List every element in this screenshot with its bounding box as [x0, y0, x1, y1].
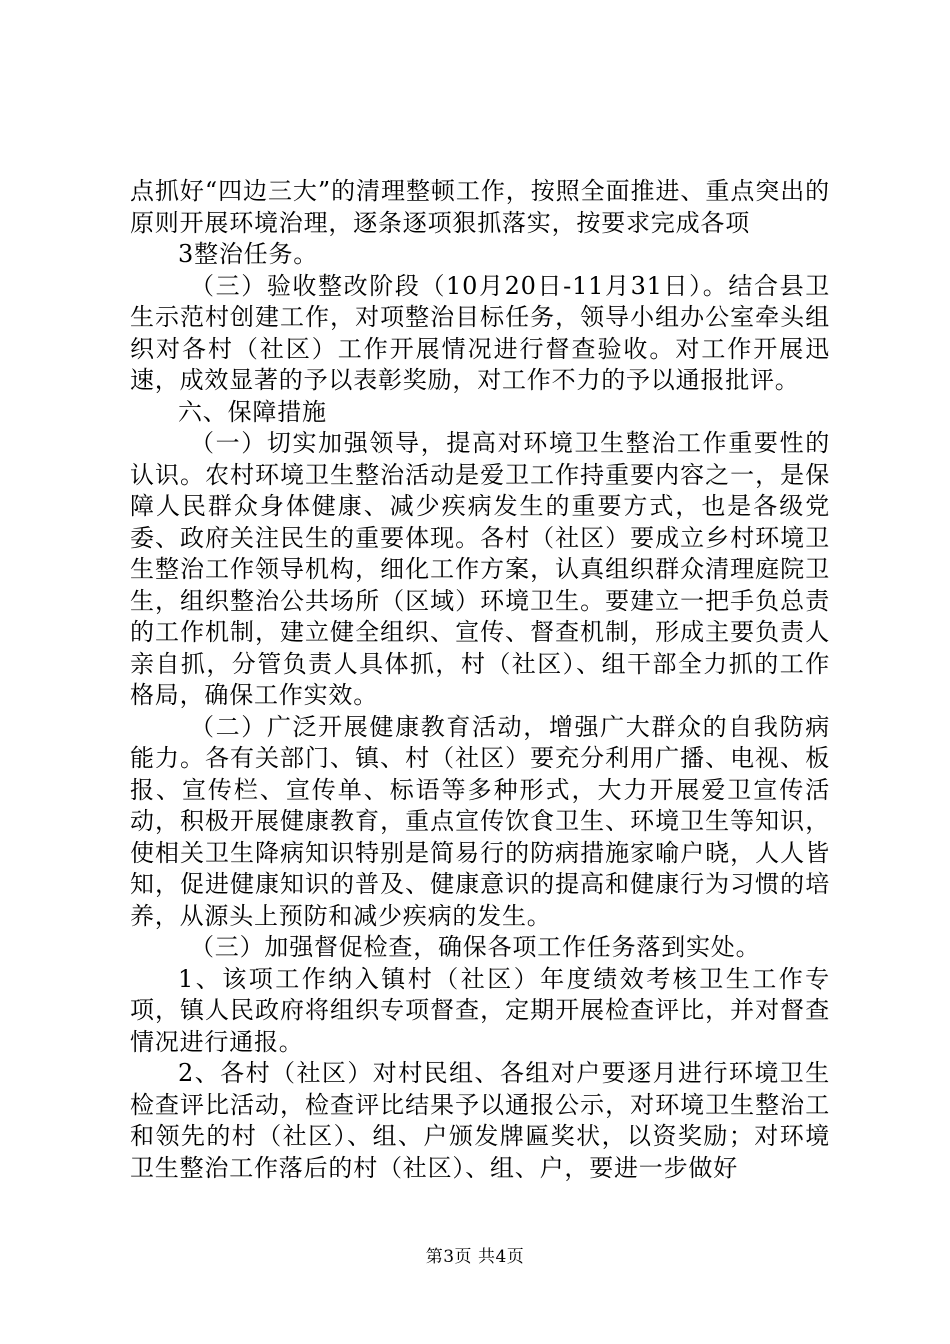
list-item-1: 1、该项工作纳入镇村（社区）年度绩效考核卫生工作专项，镇人民政府将组织专项督查，定期开展检查评比，并对督查情况进行通报。 [130, 964, 830, 1056]
paragraph-health-education: （二）广泛开展健康教育活动，增强广大群众的自我防病能力。各有关部门、镇、村（社区）要充分利用广播、电视、板报、宣传栏、宣传单、标语等多种形式，大力开展爱卫宣传活动，积极开展健康教育，重点宣传饮食卫生、环境卫生等知识，使相关卫生降病知识特别是简易行的防病措施家喻户晓，人人皆知，促进健康知识的普及、健康意识的提高和健康行为习惯的培养，从源头上预防和减少疾病的发生。 [130, 712, 830, 930]
paragraph-acceptance-stage: （三）验收整改阶段（10月20日-11月31日）。结合县卫生示范村创建工作，对项整治目标任务，领导小组办公室牵头组织对各村（社区）工作开展情况进行督查验收。对工作开展迅速，成效显著的予以表彰奖励，对工作不力的予以通报批评。 [130, 271, 830, 394]
document-body [130, 176, 830, 1184]
paragraph-numbered-fragment: 3整治任务。 [178, 240, 319, 268]
page-footer: 第3页 共4页 [425, 1247, 525, 1267]
paragraph-continuation: 点抓好“四边三大”的清理整顿工作，按照全面推进、重点突出的原则开展环境治理，逐条逐项狠抓落实，按要求完成各项 [130, 177, 830, 237]
paragraph-strengthen-leadership: （一）切实加强领导，提高对环境卫生整治工作重要性的认识。农村环境卫生整治活动是爱卫工作持重要内容之一，是保障人民群众身体健康、减少疾病发生的重要方式，也是各级党委、政府关注民生的重要体现。各村（社区）要成立乡村环境卫生整治工作领导机构，细化工作方案，认真组织群众清理庭院卫生，组织整治公共场所（区域）环境卫生。要建立一把手负总责的工作机制，建立健全组织、宣传、督查机制，形成主要负责人亲自抓，分管负责人具体抓，村（社区）、组干部全力抓的工作格局，确保工作实效。 [130, 429, 830, 709]
paragraph-supervision: （三）加强督促检查，确保各项工作任务落到实处。 [190, 933, 761, 961]
section-heading-safeguards: 六、保障措施 [178, 397, 327, 426]
list-item-2: 2、各村（社区）对村民组、各组对户要逐月进行环境卫生检查评比活动，检查评比结果予以通报公示，对环境卫生整治工和领先的村（社区）、组、户颁发牌匾奖状，以资奖励；对环境卫生整治工作落后的村（社区）、组、户，要进一步做好 [130, 1059, 830, 1182]
